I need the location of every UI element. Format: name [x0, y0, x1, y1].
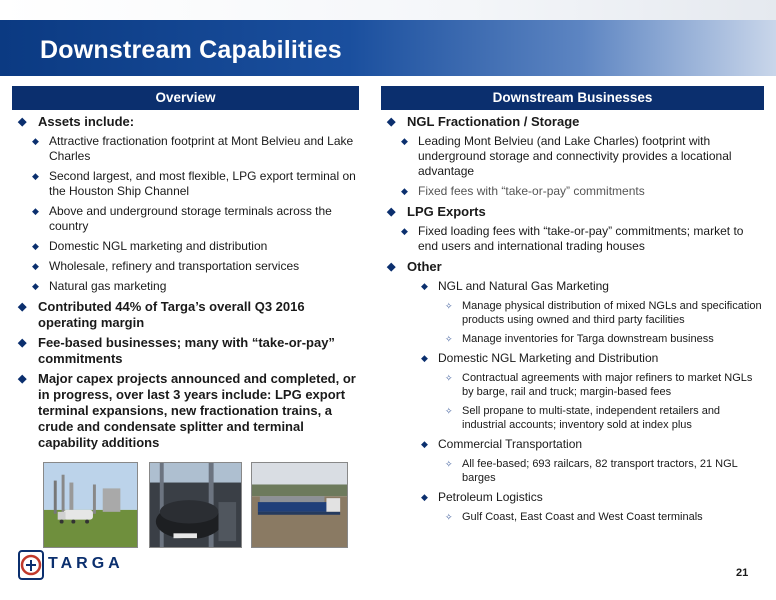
four-point-star-bullet-icon: ✧ — [445, 512, 453, 522]
list-item: ◆ LPG Exports — [387, 204, 486, 219]
diamond-bullet-icon: ◆ — [18, 337, 27, 349]
four-point-star-bullet-icon: ✧ — [445, 373, 453, 383]
list-item: ◆ Assets include: — [18, 114, 135, 129]
overview-header: Overview — [12, 86, 359, 110]
diamond-bullet-icon: ◆ — [18, 116, 27, 128]
diamond-bullet-icon: ◆ — [401, 186, 408, 196]
list-item: ◆ Fixed loading fees with “take-or-pay” commitments; market to end users and international trading houses — [401, 224, 744, 253]
diamond-bullet-icon: ◆ — [421, 353, 428, 363]
diamond-bullet-icon: ◆ — [421, 439, 428, 449]
list-item: ◆ Fixed fees with “take-or-pay” commitments — [401, 184, 645, 198]
four-point-star-bullet-icon: ✧ — [445, 301, 453, 311]
list-item: ◆ Attractive fractionation footprint at Mont Belvieu and Lake Charles — [32, 134, 354, 163]
list-item: ◆ Second largest, and most flexible, LPG export terminal on the Houston Ship Channel — [32, 169, 356, 198]
list-item: ◆ Leading Mont Belvieu (and Lake Charles) footprint with underground storage and connectivity provides a locational advantage — [401, 134, 732, 178]
list-item: ◆ Other — [387, 259, 442, 274]
four-point-star-bullet-icon: ✧ — [445, 334, 453, 344]
top-strip — [0, 0, 776, 20]
overview-column — [12, 114, 362, 455]
diamond-bullet-icon: ◆ — [32, 281, 39, 291]
diamond-bullet-icon: ◆ — [18, 373, 27, 385]
diamond-bullet-icon: ◆ — [387, 261, 396, 273]
list-item: ✧ Gulf Coast, East Coast and West Coast terminals — [445, 511, 703, 523]
list-item: ✧ Contractual agreements with major refiners to market NGLs by barge, rail and truck; margin-based fees — [445, 372, 753, 398]
list-item: ✧ Manage physical distribution of mixed NGLs and specification products using owned and third party facilities — [445, 300, 762, 326]
list-item: ◆ Domestic NGL Marketing and Distribution — [421, 351, 659, 365]
fractionation-plant-photo — [43, 462, 138, 548]
logo-text: TARGA — [48, 555, 124, 572]
targa-logo — [18, 550, 128, 580]
storage-tanks-photo — [149, 462, 242, 548]
list-item: ◆ NGL Fractionation / Storage — [387, 114, 580, 129]
diamond-bullet-icon: ◆ — [401, 136, 408, 146]
list-item: ◆ Wholesale, refinery and transportation services — [32, 259, 300, 273]
list-item: ◆ NGL and Natural Gas Marketing — [421, 279, 609, 293]
page-title: Downstream Capabilities — [40, 36, 342, 64]
four-point-star-bullet-icon: ✧ — [445, 459, 453, 469]
barge-photo — [251, 462, 348, 548]
list-item: ◆ Above and underground storage terminals across the country — [32, 204, 332, 233]
list-item: ◆ Natural gas marketing — [32, 279, 167, 293]
diamond-bullet-icon: ◆ — [32, 241, 39, 251]
diamond-bullet-icon: ◆ — [387, 116, 396, 128]
targa-emblem-icon — [18, 550, 44, 580]
diamond-bullet-icon: ◆ — [32, 261, 39, 271]
diamond-bullet-icon: ◆ — [32, 136, 39, 146]
diamond-bullet-icon: ◆ — [421, 281, 428, 291]
list-item: ◆ Petroleum Logistics — [421, 490, 543, 504]
page-number: 21 — [736, 567, 749, 579]
downstream-businesses-header: Downstream Businesses — [381, 86, 764, 110]
diamond-bullet-icon: ◆ — [387, 206, 396, 218]
diamond-bullet-icon: ◆ — [421, 492, 428, 502]
four-point-star-bullet-icon: ✧ — [445, 406, 453, 416]
list-item: ◆ Fee-based businesses; many with “take-or-pay” commitments — [18, 335, 335, 366]
list-item: ✧ All fee-based; 693 railcars, 82 transport tractors, 21 NGL barges — [445, 458, 738, 484]
list-item: ◆ Major capex projects announced and completed, or in progress, over last 3 years include: LPG export terminal expansions, new fractionation trains, a crude and condensate splitter and terminal capability additions — [18, 371, 356, 450]
downstream-businesses-column — [381, 114, 766, 529]
diamond-bullet-icon: ◆ — [401, 226, 408, 236]
list-item: ✧ Manage inventories for Targa downstream business — [445, 333, 714, 345]
diamond-bullet-icon: ◆ — [32, 206, 39, 216]
diamond-bullet-icon: ◆ — [18, 301, 27, 313]
list-item: ◆ Commercial Transportation — [421, 437, 583, 451]
diamond-bullet-icon: ◆ — [32, 171, 39, 181]
list-item: ✧ Sell propane to multi-state, independent retailers and industrial accounts; inventory sold at index plus — [445, 405, 721, 431]
list-item: ◆ Domestic NGL marketing and distribution — [32, 239, 268, 253]
list-item: ◆ Contributed 44% of Targa’s overall Q3 2016 operating margin — [18, 299, 305, 330]
